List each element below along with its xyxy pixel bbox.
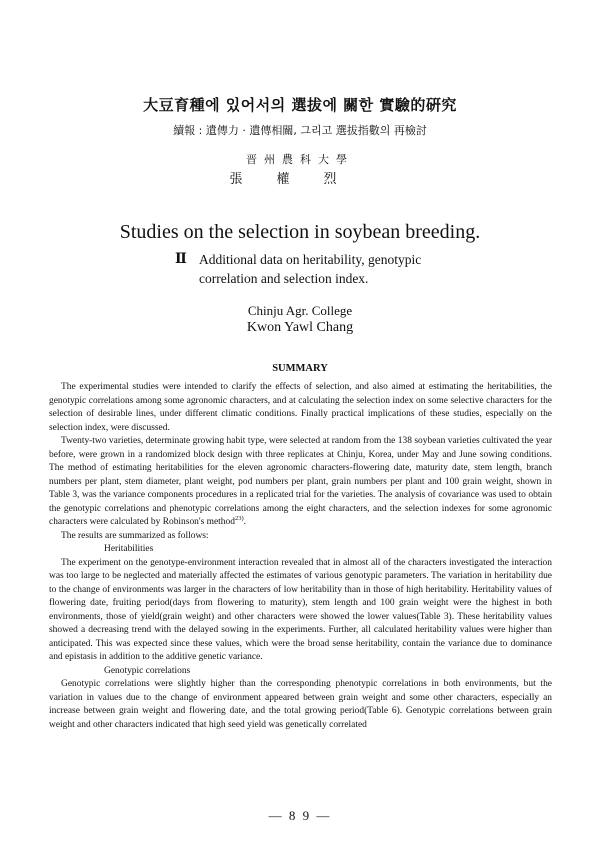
summary-paragraph-1: The experimental studies were intended to clarify the effects of selection, and also aimed at estimating the heritabilities, the genotypic correlations among some agronomic characters, and at calculating the selection index on some selective characters for the selection of desirable lines, under different climatic conditions. Finally practical implications of these studies, especially on the selection index, were discussed. [49,382,552,433]
summary-paragraph-2 [49,435,552,530]
english-subtitle [175,250,475,288]
section-heading-heritabilities: Heritabilities [104,544,154,554]
summary-body [49,381,552,732]
page-number: — 8 9 — [268,808,332,823]
summary-paragraph-2-text: Twenty-two varieties, determinate growing habit type, were selected at random from the 138 soybean varieties cultivated the year before, were grown in a randomized block design with three replicates at Chinju, Korea, under May and June sowing conditions. The method of estimating heritabilities for the eleven agronomic characters-flowering date, maturity date, stem length, branch numbers per plant, stem diameter, plant weight, pod numbers per plant, grain numbers per plant and 100 grain weight, shown in Table 3, was the variance components procedures in a replicated trial for the varieties. The analysis of covariance was used to obtain the genotypic correlations and phenotypic correlations among the eight characters, and the selection indexes for some agronomic characters were calculated by Robinson's method [49,436,552,527]
summary-paragraph-5: Genotypic correlations were slightly higher than the corresponding phenotypic correlations in both environments, but the variation in values due to the change of environment appeared between grain weight and some other characters, especially an increase between grain weight and flowering date, and the total growing period(Table 6). Genotypic correlations between grain weight and other characters indicated that high seed yield was genetically correlated [49,679,552,730]
summary-paragraph-3: The results are summarized as follows: [61,530,209,541]
summary-paragraph-4: The experiment on the genotype-environment interaction revealed that in almost all of the characters investigated the interaction was too large to be neglected and materially affected the estimates of various genotypic parameters. The variation in heritability due to the change of environments was larger in the characters of low heritability than in those of high heritability. Heritability values of flowering date, fruiting period(days from flowering to maturity), stem length and 100 grain weight were the highest in both environments, those of yield(grain weight) and other characters were showed the lower values(Table 3). These heritability values showed a decreasing trend with the delayed sowing in the experiments. Further, all calculated heritability values were higher than anticipated. This was expected since these values, which were the broad sense heritability, contain the variance due to dominance and epistasis in addition to the additive genetic variance. [49,557,552,662]
english-title: Studies on the selection in soybean breeding. [119,221,481,243]
korean-subtitle: 續報 : 遺傳力 · 遺傳相關, 그리고 選拔指數의 再檢討 [173,124,427,137]
korean-author: 張權烈 [229,172,371,187]
reference-marker: 23) [234,514,244,522]
part-numeral: Ⅱ [175,252,187,267]
section-heading-genotypic-correlations: Genotypic correlations [104,665,191,676]
english-subtitle-line1: Additional data on heritability, genotypic [199,252,422,267]
summary-paragraph-2-end: . [243,517,246,527]
korean-title: 大豆育種에 있어서의 選拔에 關한 實驗的硏究 [143,96,457,114]
english-subtitle-line2: correlation and selection index. [199,271,369,286]
english-author: Kwon Yawl Chang [246,320,354,335]
english-affiliation: Chinju Agr. College [247,303,353,318]
korean-affiliation: 晋州農科大學 [246,153,354,166]
summary-heading: SUMMARY [272,363,328,374]
